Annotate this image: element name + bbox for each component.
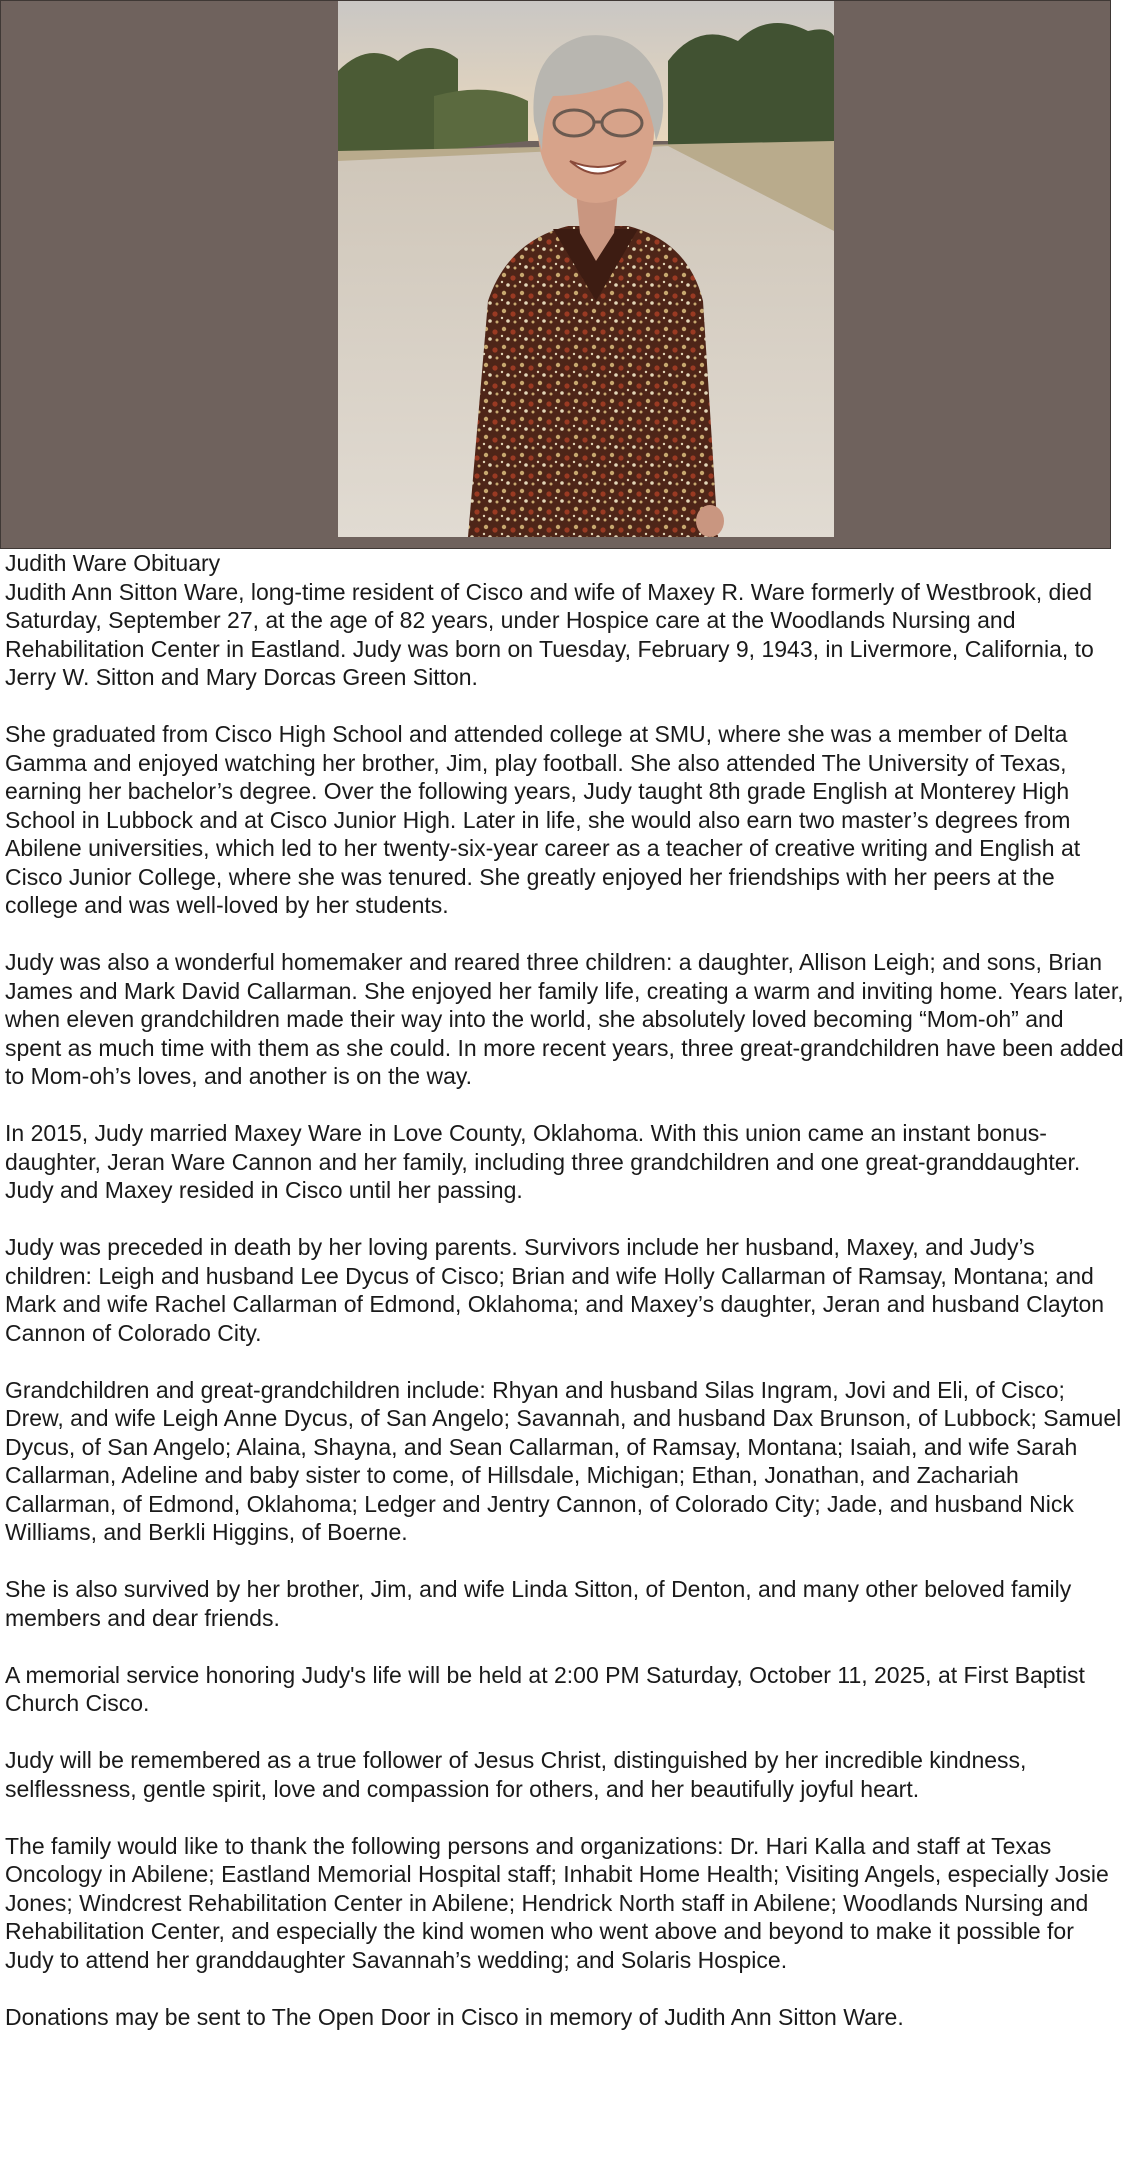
obituary-paragraph-survivors: Judy was preceded in death by her loving parents. Survivors include her husband, Maxey, and Judy’s children: Leigh and husband Lee Dycus of Cisco; Brian and wife Holly Callarman of Ramsay, Montana; and Mark and wife Rachel Callarman of Edmond, Oklahoma; and Maxey’s daughter, Jeran and husband Clayton Cannon of Colorado City.: [5, 1234, 1105, 1346]
obituary-paragraph-intro: Judith Ann Sitton Ware, long-time resident of Cisco and wife of Maxey R. Ware formerly of Westbrook, died Saturday, September 27, at the age of 82 years, under Hospice care at the Woodlands Nursing and Rehabilitation Center in Eastland. Judy was born on Tuesday, February 9, 1943, in Livermore, California, to Jerry W. Sitton and Mary Dorcas Green Sitton.: [5, 578, 1094, 690]
obituary-paragraph-education: She graduated from Cisco High School and attended college at SMU, where she was a member of Delta Gamma and enjoyed watching her brother, Jim, play football. She also attended The University of Texas, earning her bachelor’s degree. Over the following years, Judy taught 8th grade English at Monterey High School in Lubbock and at Cisco Junior High. Later in life, she would also earn two master’s degrees from Abilene universities, which led to her twenty-six-year career as a teacher of creative writing and English at Cisco Junior College, where she was tenured. She greatly enjoyed her friendships with her peers at the college and was well-loved by her students.: [5, 721, 1081, 918]
obituary-title: Judith Ware Obituary: [5, 550, 221, 576]
obituary-paragraph-memorial-service: A memorial service honoring Judy's life will be held at 2:00 PM Saturday, October 11, 2025, at First Baptist Church Cisco.: [5, 1661, 1085, 1716]
portrait-frame: [0, 0, 1111, 549]
obituary-paragraph-thanks: The family would like to thank the following persons and organizations: Dr. Hari Kalla and staff at Texas Oncology in Abilene; Eastland Memorial Hospital staff; Inhabit Home Health; Visiting Angels, especially Josie Jones; Windcrest Rehabilitation Center in Abilene; Hendrick North staff in Abilene; Woodlands Nursing and Rehabilitation Center, and especially the kind women who went above and beyond to make it possible for Judy to attend her granddaughter Savannah’s wedding; and Solaris Hospice.: [5, 1832, 1109, 1973]
portrait-illustration: [338, 1, 834, 537]
obituary-paragraph-donations: Donations may be sent to The Open Door in Cisco in memory of Judith Ann Sitton Ware.: [5, 2003, 904, 2030]
portrait-photo-icon: [338, 1, 834, 537]
obituary-paragraph-family: Judy was also a wonderful homemaker and reared three children: a daughter, Allison Leigh; and sons, Brian James and Mark David Callarman. She enjoyed her family life, creating a warm and inviting home. Years later, when eleven grandchildren made their way into the world, she absolutely loved becoming “Mom-oh” and spent as much time with them as she could. In more recent years, three great-grandchildren have been added to Mom-oh’s loves, and another is on the way.: [5, 949, 1124, 1089]
obituary-paragraph-marriage: In 2015, Judy married Maxey Ware in Love County, Oklahoma. With this union came an instant bonus-daughter, Jeran Ware Cannon and her family, including three grandchildren and one great-granddaughter. Judy and Maxey resided in Cisco until her passing.: [5, 1120, 1081, 1203]
obituary-paragraph-remembrance: Judy will be remembered as a true follower of Jesus Christ, distinguished by her incredible kindness, selflessness, gentle spirit, love and compassion for others, and her beautifully joyful heart.: [5, 1747, 1027, 1802]
obituary-body: [5, 549, 1125, 2031]
obituary-paragraph-grandchildren: Grandchildren and great-grandchildren include: Rhyan and husband Silas Ingram, Jovi and Eli, of Cisco; Drew, and wife Leigh Anne Dycus, of San Angelo; Savannah, and husband Dax Brunson, of Lubbock; Samuel Dycus, of San Angelo; Alaina, Shayna, and Sean Callarman, of Ramsay, Montana; Isaiah, and wife Sarah Callarman, Adeline and baby sister to come, of Hillsdale, Michigan; Ethan, Jonathan, and Zachariah Callarman, of Edmond, Oklahoma; Ledger and Jentry Cannon, of Colorado City; Jade, and husband Nick Williams, and Berkli Higgins, of Boerne.: [5, 1376, 1122, 1545]
obituary-paragraph-siblings: She is also survived by her brother, Jim, and wife Linda Sitton, of Denton, and many other beloved family members and dear friends.: [5, 1576, 1072, 1631]
